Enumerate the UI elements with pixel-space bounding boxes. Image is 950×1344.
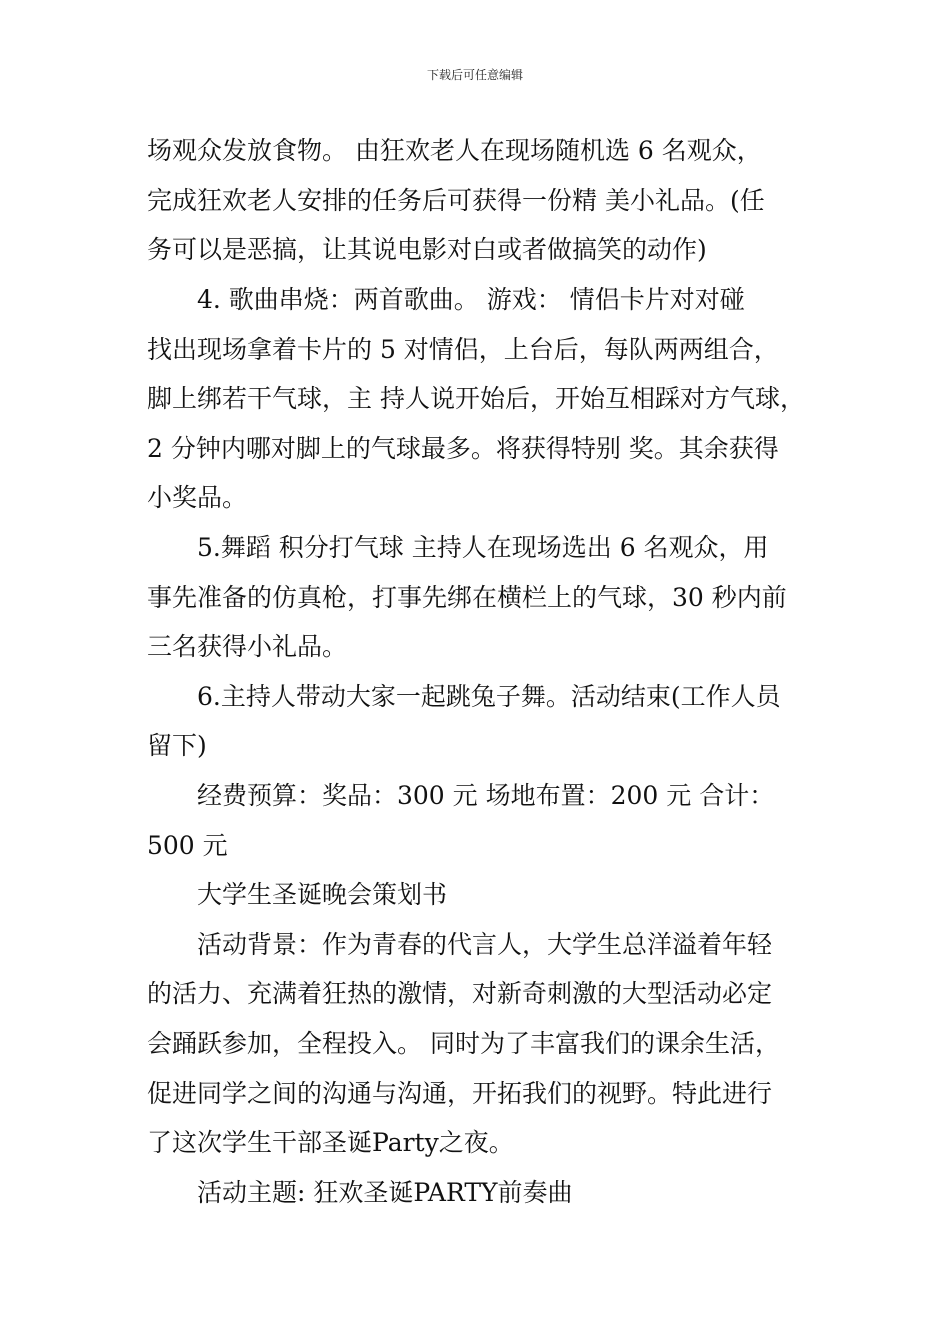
body-line: 的活力、充满着狂热的激情，对新奇刺激的大型活动必定 (147, 979, 773, 1008)
body-line: 事先准备的仿真枪，打事先绑在横栏上的气球，30 秒内前 (147, 583, 787, 612)
body-line: 会踊跃参加，全程投入。 同时为了丰富我们的课余生活， (147, 1029, 780, 1058)
body-line: 经费预算：奖品：300 元 场地布置：200 元 合计： (197, 781, 775, 810)
body-line: 找出现场拿着卡片的 5 对情侣，上台后，每队两两组合， (147, 335, 779, 364)
body-line: 三名获得小礼品。 (147, 632, 348, 661)
body-line: 6.主持人带动大家一起跳兔子舞。活动结束(工作人员 (197, 682, 781, 711)
body-line: 了这次学生干部圣诞Party之夜。 (147, 1128, 514, 1157)
body-line: 场观众发放食物。 由狂欢老人在现场随机选 6 名观众， (147, 136, 762, 165)
body-line: 促进同学之间的沟通与沟通，开拓我们的视野。特此进行 (147, 1079, 773, 1108)
body-line: 2 分钟内哪对脚上的气球最多。将获得特别 奖。其余获得 (147, 434, 779, 463)
body-line: 务可以是恶搞，让其说电影对白或者做搞笑的动作) (147, 235, 707, 264)
body-line: 活动背景：作为青春的代言人，大学生总洋溢着年轻 (197, 930, 773, 959)
body-line: 小奖品。 (147, 483, 248, 512)
body-line: 5.舞蹈 积分打气球 主持人在现场选出 6 名观众，用 (197, 533, 769, 562)
body-line: 留下) (147, 731, 207, 760)
body-line: 脚上绑若干气球，主 持人说开始后，开始互相踩对方气球， (147, 384, 805, 413)
body-line: 500 元 (147, 831, 228, 860)
body-line: 活动主题: 狂欢圣诞PARTY前奏曲 (197, 1178, 573, 1207)
section-title: 大学生圣诞晚会策划书 (197, 880, 448, 909)
body-line: 4. 歌曲串烧：两首歌曲。 游戏： 情侣卡片对对碰 (197, 285, 745, 314)
page-header: 下载后可任意编辑 (426, 68, 523, 82)
body-line: 完成狂欢老人安排的任务后可获得一份精 美小礼品。(任 (147, 186, 765, 215)
